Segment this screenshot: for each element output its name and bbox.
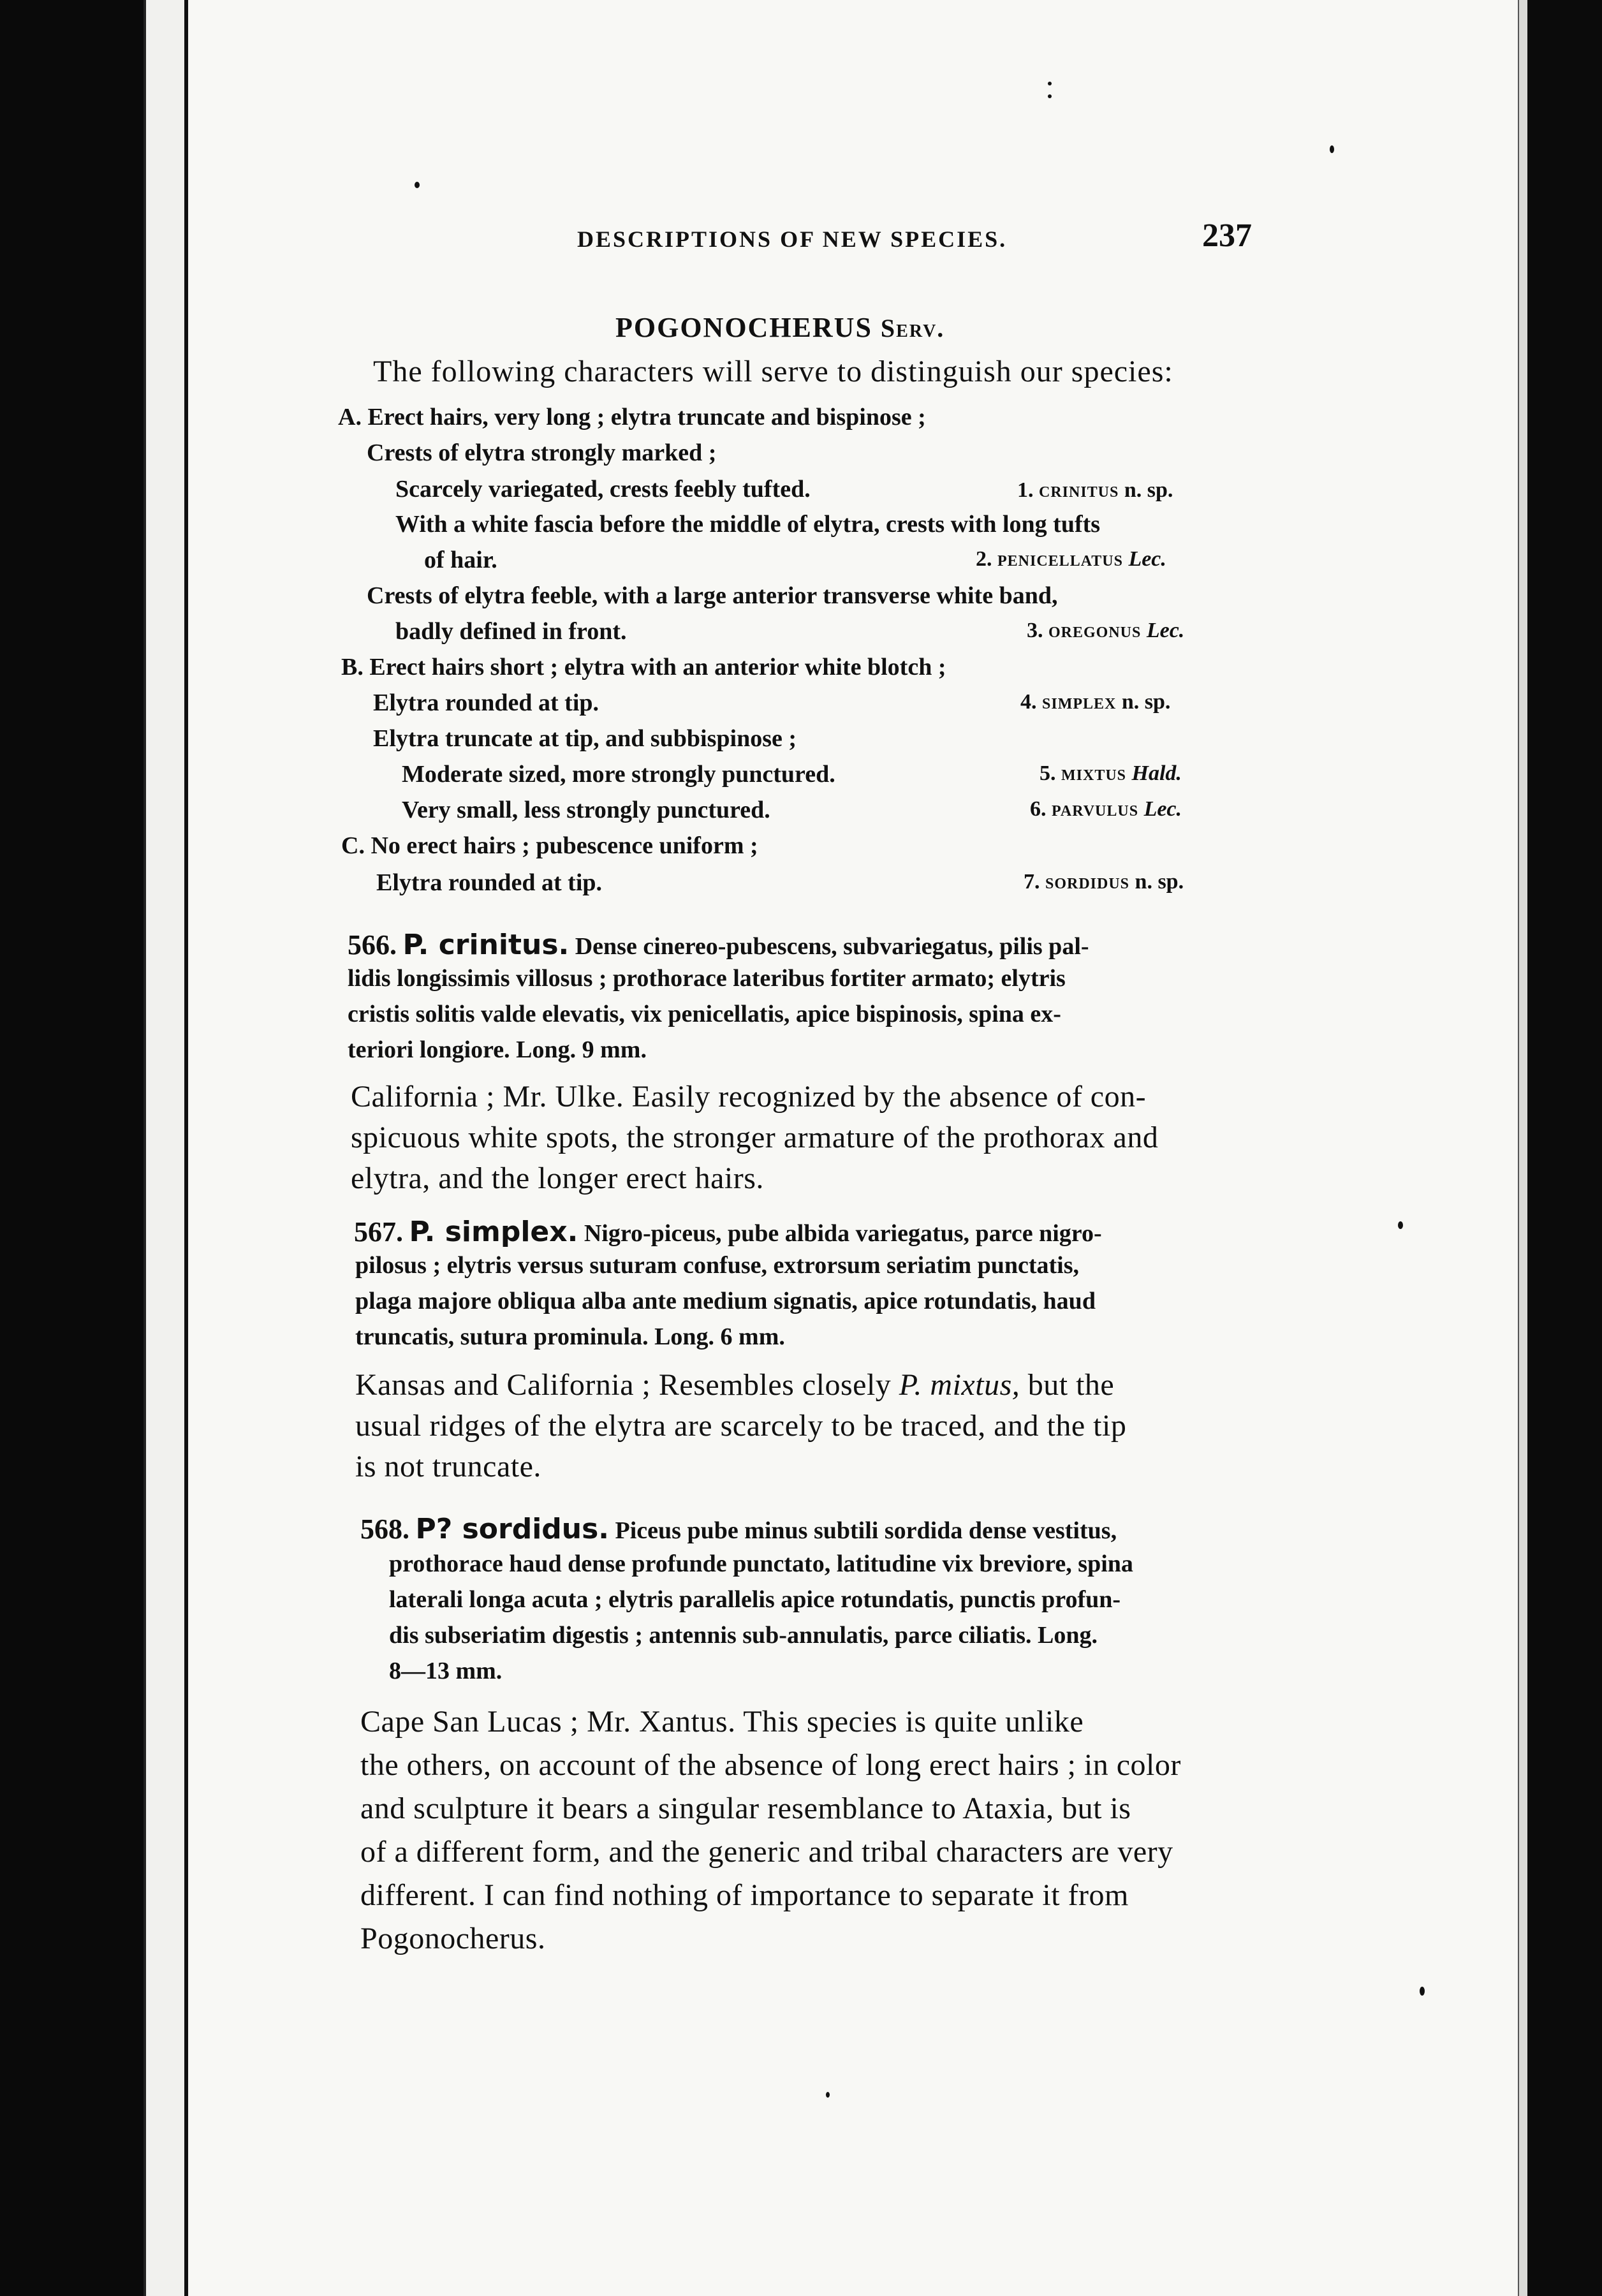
scan-speck: [1048, 94, 1052, 98]
key-number: 4.: [1020, 690, 1037, 714]
species-name: P. simplex.: [409, 1216, 578, 1248]
key-species-name: oregonus: [1048, 619, 1142, 642]
description-line: Nigro-piceus, pube albida variegatus, parce nigro-: [584, 1220, 1102, 1247]
key-species-name: sordidus: [1045, 870, 1130, 894]
key-line: Scarcely variegated, crests feebly tufted.: [395, 476, 811, 503]
remark-text: but the: [1027, 1368, 1115, 1402]
key-line: C. No erect hairs ; pubescence uniform ;: [341, 832, 758, 859]
page-number: 237: [1202, 217, 1252, 254]
description-line: Piceus pube minus subtili sordida dense vestitus,: [615, 1517, 1117, 1544]
description-line: prothorace haud dense profunde punctato, latitudine vix breviore, spina: [389, 1550, 1133, 1577]
description-line: lidis longissimis villosus ; prothorace lateribus fortiter armato; elytris: [348, 965, 1066, 992]
key-author: Hald.: [1131, 762, 1182, 785]
scan-left-border: [0, 0, 159, 2296]
description-line: cristis solitis valde elevatis, vix penicellatis, apice bispinosis, spina ex-: [348, 1001, 1061, 1027]
key-line: Crests of elytra strongly marked ;: [367, 439, 717, 466]
remark-line: Pogonocherus.: [360, 1922, 546, 1955]
key-species-name: mixtus: [1061, 762, 1127, 785]
key-line: badly defined in front.: [395, 618, 627, 645]
remark-line: different. I can find nothing of importance to separate it from: [360, 1878, 1129, 1912]
remark-line: and sculpture it bears a singular resemblance to Ataxia, but is: [360, 1792, 1131, 1825]
key-author: Lec.: [1143, 797, 1182, 821]
species-name: P. crinitus.: [402, 929, 570, 961]
key-species-ref: [1020, 690, 1170, 714]
key-species-ref: [1040, 762, 1182, 786]
scan-speck: [415, 182, 420, 188]
description-line: truncatis, sutura prominula. Long. 6 mm.: [355, 1323, 785, 1350]
key-author: n. sp.: [1124, 478, 1173, 502]
genus-name: POGONOCHERUS: [615, 312, 872, 343]
remark-line: California ; Mr. Ulke. Easily recognized by the absence of con-: [351, 1080, 1147, 1114]
key-species-ref: [976, 547, 1166, 571]
key-line: Moderate sized, more strongly punctured.: [402, 761, 835, 788]
key-line: Elytra rounded at tip.: [373, 689, 599, 716]
species-name: P? sordidus.: [415, 1513, 610, 1545]
description-line: teriori longiore. Long. 9 mm.: [348, 1036, 647, 1063]
scan-speck: [1420, 1987, 1425, 1996]
description-line: laterali longa acuta ; elytris parallelis apice rotundatis, punctis profun-: [389, 1586, 1121, 1613]
key-number: 5.: [1040, 762, 1056, 785]
key-species-ref: [1017, 478, 1173, 503]
key-species-name: penicellatus: [997, 547, 1123, 571]
remark-line: [355, 1367, 1114, 1402]
key-number: 7.: [1024, 870, 1040, 894]
key-number: 2.: [976, 547, 992, 571]
key-species-name: simplex: [1042, 690, 1117, 714]
description-line: dis subseriatim digestis ; antennis sub-annulatis, parce ciliatis. Long.: [389, 1622, 1098, 1649]
key-species-name: crinitus: [1039, 478, 1119, 502]
running-title: DESCRIPTIONS OF NEW SPECIES.: [577, 226, 1008, 252]
key-author: n. sp.: [1121, 690, 1171, 714]
key-number: 1.: [1017, 478, 1034, 502]
genus-heading: [615, 311, 944, 344]
key-line: of hair.: [424, 547, 497, 573]
species-567-description: [354, 1216, 1102, 1248]
key-line: Elytra truncate at tip, and subbispinose ;: [373, 725, 797, 752]
remark-line: spicuous white spots, the stronger armature of the prothorax and: [351, 1121, 1159, 1154]
remark-line: of a different form, and the generic and tribal characters are very: [360, 1835, 1173, 1869]
key-line: Very small, less strongly punctured.: [402, 797, 770, 823]
remark-line: usual ridges of the elytra are scarcely to be traced, and the tip: [355, 1409, 1127, 1443]
remark-line: is not truncate.: [355, 1450, 541, 1483]
remark-text: Kansas and California ; Resembles closely: [355, 1368, 892, 1402]
key-line: B. Erect hairs short ; elytra with an anterior white blotch ;: [341, 654, 946, 681]
species-reference: P. mixtus,: [899, 1368, 1020, 1402]
key-author: Lec.: [1146, 619, 1185, 642]
key-line: Crests of elytra feeble, with a large anterior transverse white band,: [367, 582, 1058, 609]
key-intro: The following characters will serve to distinguish our species:: [373, 355, 1173, 388]
scan-speck: [1398, 1221, 1403, 1229]
key-number: 6.: [1030, 797, 1047, 821]
description-line: pilosus ; elytris versus suturam confuse, extrorsum seriatim punctatis,: [355, 1252, 1080, 1279]
scan-speck: [1048, 82, 1052, 85]
key-line: A. Erect hairs, very long ; elytra truncate and bispinose ;: [338, 404, 926, 430]
remark-line: the others, on account of the absence of long erect hairs ; in color: [360, 1748, 1181, 1782]
key-number: 3.: [1027, 619, 1043, 642]
key-species-ref: [1030, 797, 1182, 821]
key-species-name: parvulus: [1052, 797, 1139, 821]
description-line: plaga majore obliqua alba ante medium signatis, apice rotundatis, haud: [355, 1288, 1096, 1314]
page-header: [188, 217, 1527, 261]
key-author: n. sp.: [1135, 870, 1184, 894]
species-568-description: [360, 1513, 1117, 1545]
genus-author: Serv.: [880, 314, 945, 342]
species-566-description: [348, 929, 1089, 961]
species-number: 567.: [354, 1216, 403, 1247]
key-line: Elytra rounded at tip.: [376, 869, 603, 896]
key-author: Lec.: [1128, 547, 1166, 571]
book-page: [188, 0, 1527, 2296]
species-number: 568.: [360, 1513, 409, 1545]
description-line: Dense cinereo-pubescens, subvariegatus, pilis pal-: [575, 933, 1089, 960]
description-line: 8—13 mm.: [389, 1658, 503, 1684]
scan-speck: [826, 2092, 830, 2098]
species-number: 566.: [348, 929, 397, 960]
key-species-ref: [1024, 870, 1184, 894]
scan-right-border: [1527, 0, 1602, 2296]
facing-page-edge: [143, 0, 188, 2296]
remark-line: Cape San Lucas ; Mr. Xantus. This species is quite unlike: [360, 1705, 1084, 1739]
key-line: With a white fascia before the middle of elytra, crests with long tufts: [395, 511, 1101, 538]
scan-speck: [1330, 145, 1334, 153]
key-species-ref: [1027, 619, 1184, 643]
remark-line: elytra, and the longer erect hairs.: [351, 1161, 764, 1195]
